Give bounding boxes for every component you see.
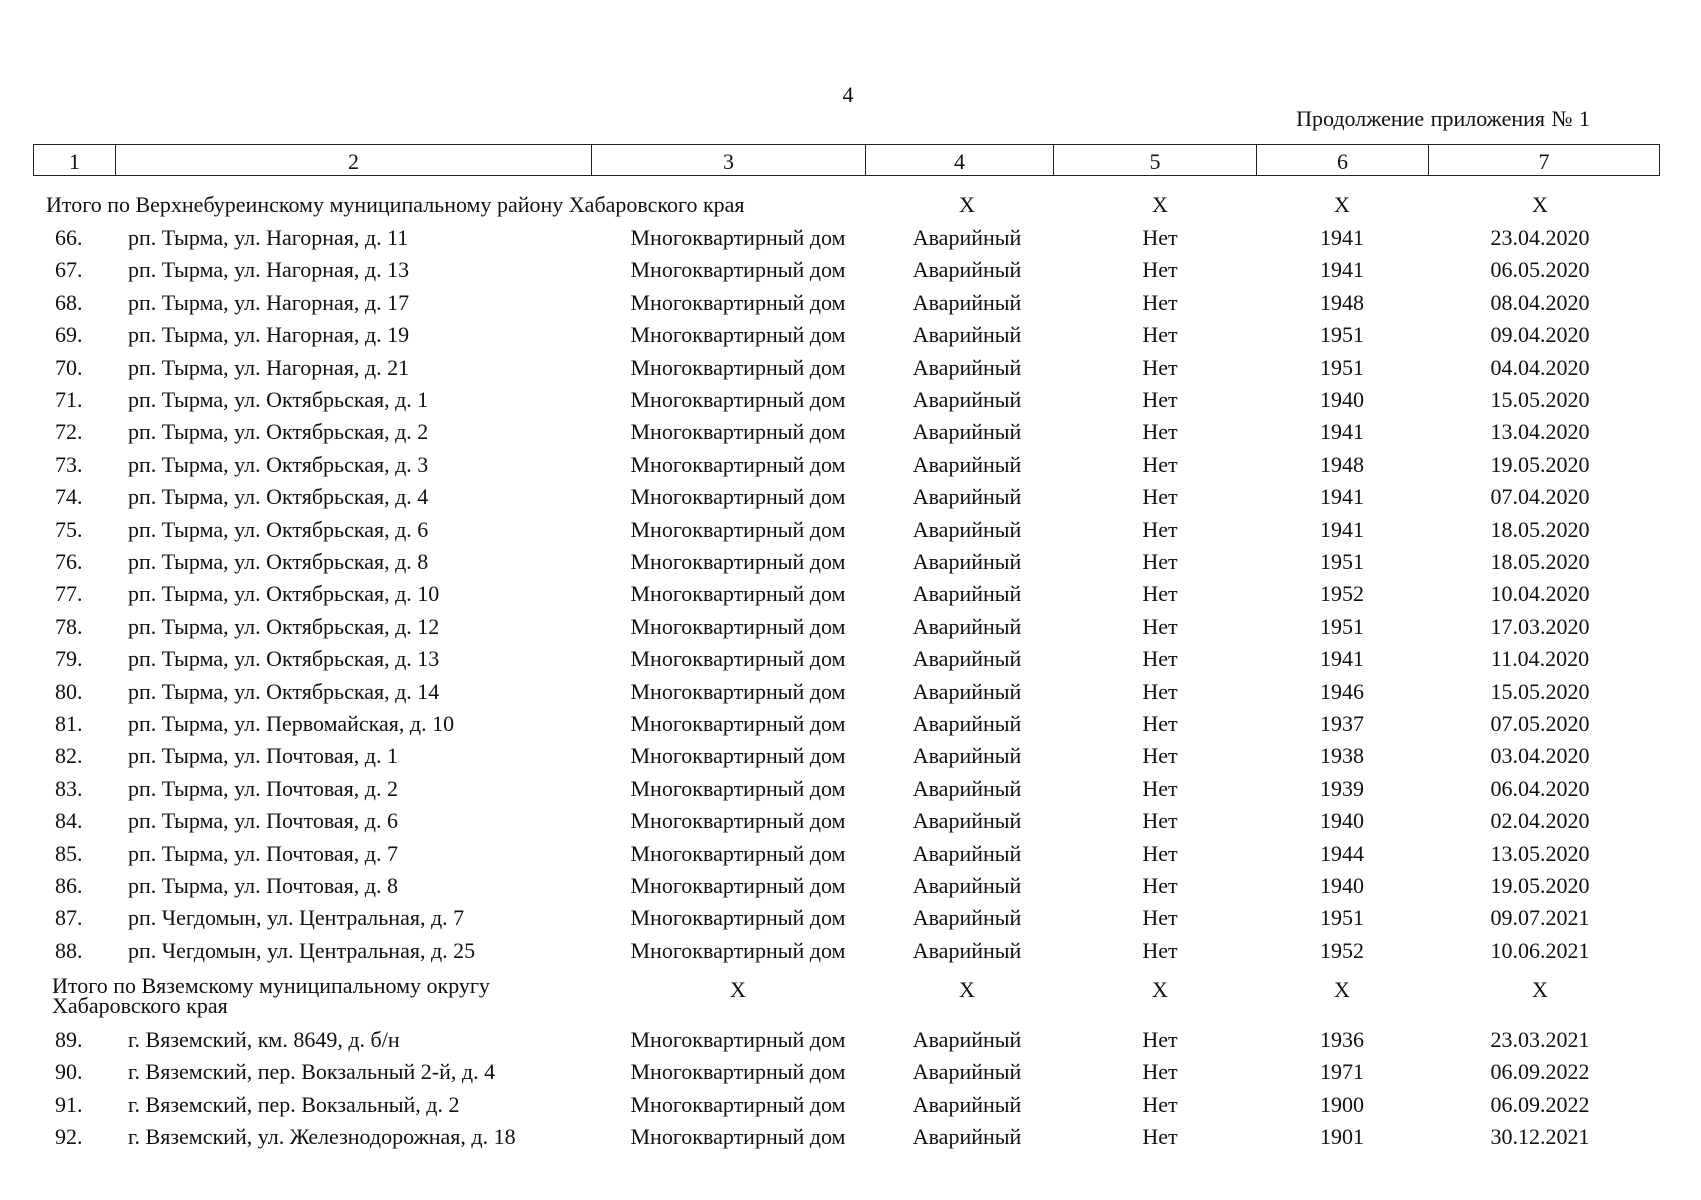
row-address: рп. Тырма, ул. Почтовая, д. 6	[128, 808, 398, 834]
row-date: 13.05.2020	[1490, 840, 1590, 866]
table-row	[0, 645, 1701, 677]
row-date: 07.04.2020	[1490, 484, 1590, 510]
row-flag: Нет	[1142, 1124, 1178, 1150]
row-number: 71.	[55, 387, 83, 412]
row-building-type: Многоквартирный дом	[630, 711, 846, 736]
row-year: 1951	[1320, 613, 1364, 639]
row-address: рп. Тырма, ул. Октябрьская, д. 8	[128, 549, 429, 574]
row-building-type: Многоквартирный дом	[630, 678, 846, 704]
row-number: 80.	[55, 678, 83, 704]
row-condition: Аварийный	[912, 289, 1022, 315]
row-year: 1948	[1320, 289, 1364, 315]
group-total-col6: X	[1334, 192, 1350, 217]
row-year: 1952	[1320, 581, 1364, 607]
row-date: 08.04.2020	[1490, 289, 1590, 315]
row-building-type: Многоквартирный дом	[630, 613, 846, 639]
table-row	[0, 613, 1701, 645]
row-address: рп. Тырма, ул. Октябрьская, д. 2	[128, 419, 429, 445]
row-address: рп. Тырма, ул. Почтовая, д. 7	[128, 840, 398, 866]
row-address: рп. Тырма, ул. Нагорная, д. 19	[128, 322, 410, 348]
row-date: 18.05.2020	[1490, 516, 1590, 542]
group-total-col5: X	[1152, 192, 1168, 217]
row-number: 75.	[55, 516, 83, 542]
row-condition: Аварийный	[912, 581, 1022, 607]
row-condition: Аварийный	[912, 808, 1022, 834]
row-flag: Нет	[1142, 387, 1178, 412]
row-flag: Нет	[1142, 354, 1178, 380]
row-address: рп. Тырма, ул. Нагорная, д. 17	[128, 289, 410, 315]
row-number: 76.	[55, 549, 83, 574]
table-row	[0, 1058, 1701, 1090]
table-row	[0, 354, 1701, 386]
row-condition: Аварийный	[912, 484, 1022, 510]
row-date: 23.04.2020	[1490, 225, 1590, 250]
row-date: 04.04.2020	[1490, 354, 1590, 380]
row-condition: Аварийный	[912, 549, 1022, 574]
table-row	[0, 451, 1701, 483]
row-condition: Аварийный	[912, 937, 1022, 963]
row-condition: Аварийный	[912, 905, 1022, 931]
row-date: 07.05.2020	[1490, 711, 1590, 736]
row-condition: Аварийный	[912, 516, 1022, 542]
row-address: рп. Тырма, ул. Октябрьская, д. 4	[128, 484, 429, 510]
row-number: 66.	[55, 225, 83, 250]
row-building-type: Многоквартирный дом	[630, 322, 846, 348]
row-building-type: Многоквартирный дом	[630, 840, 846, 866]
table-row	[0, 386, 1701, 418]
group-total-col4: X	[959, 192, 975, 217]
row-building-type: Многоквартирный дом	[630, 549, 846, 574]
group-total-row	[0, 973, 1701, 1024]
row-date: 13.04.2020	[1490, 419, 1590, 445]
row-flag: Нет	[1142, 225, 1178, 250]
group-total-col7: X	[1532, 977, 1548, 1002]
row-condition: Аварийный	[912, 1027, 1022, 1052]
row-address: г. Вяземский, пер. Вокзальный, д. 2	[128, 1091, 460, 1117]
row-year: 1901	[1320, 1124, 1364, 1150]
row-year: 1946	[1320, 678, 1364, 704]
row-flag: Нет	[1142, 484, 1178, 510]
row-condition: Аварийный	[912, 387, 1022, 412]
row-flag: Нет	[1142, 646, 1178, 672]
row-date: 23.03.2021	[1490, 1027, 1590, 1052]
row-year: 1951	[1320, 905, 1364, 931]
row-building-type: Многоквартирный дом	[630, 808, 846, 834]
row-year: 1944	[1320, 840, 1364, 866]
row-date: 10.04.2020	[1490, 581, 1590, 607]
row-building-type: Многоквартирный дом	[630, 743, 846, 769]
row-address: г. Вяземский, ул. Железнодорожная, д. 18	[128, 1124, 516, 1150]
row-flag: Нет	[1142, 808, 1178, 834]
row-date: 06.05.2020	[1490, 257, 1590, 283]
row-building-type: Многоквартирный дом	[630, 873, 846, 898]
row-number: 79.	[55, 646, 83, 672]
row-address: рп. Тырма, ул. Почтовая, д. 8	[128, 873, 398, 898]
table-row	[0, 580, 1701, 612]
row-condition: Аварийный	[912, 873, 1022, 898]
row-number: 90.	[55, 1059, 83, 1085]
row-building-type: Многоквартирный дом	[630, 1027, 846, 1052]
row-condition: Аварийный	[912, 613, 1022, 639]
row-year: 1948	[1320, 451, 1364, 477]
appendix-continuation-note: Продолжение приложения № 1	[1296, 106, 1590, 131]
row-year: 1951	[1320, 549, 1364, 574]
row-address: рп. Чегдомын, ул. Центральная, д. 25	[128, 937, 476, 963]
row-date: 19.05.2020	[1490, 873, 1590, 898]
row-date: 15.05.2020	[1490, 387, 1590, 412]
row-address: г. Вяземский, км. 8649, д. б/н	[128, 1027, 400, 1052]
row-flag: Нет	[1142, 1027, 1178, 1052]
row-building-type: Многоквартирный дом	[630, 257, 846, 283]
row-address: рп. Тырма, ул. Почтовая, д. 1	[128, 743, 398, 769]
row-condition: Аварийный	[912, 646, 1022, 672]
row-date: 02.04.2020	[1490, 808, 1590, 834]
row-flag: Нет	[1142, 840, 1178, 866]
table-row	[0, 1091, 1701, 1123]
row-condition: Аварийный	[912, 1091, 1022, 1117]
table-row	[0, 775, 1701, 807]
row-condition: Аварийный	[912, 678, 1022, 704]
header-col-1: 1	[34, 145, 116, 176]
row-year: 1952	[1320, 937, 1364, 963]
row-date: 30.12.2021	[1490, 1124, 1590, 1150]
group-total-col4: X	[959, 977, 975, 1002]
row-condition: Аварийный	[912, 451, 1022, 477]
table-row	[0, 1123, 1701, 1155]
table-row	[0, 937, 1701, 969]
row-date: 06.04.2020	[1490, 775, 1590, 801]
row-building-type: Многоквартирный дом	[630, 1124, 846, 1150]
row-flag: Нет	[1142, 322, 1178, 348]
row-number: 87.	[55, 905, 83, 931]
row-number: 83.	[55, 775, 83, 801]
group-total-col7: X	[1532, 192, 1548, 217]
group-total-col3: X	[730, 977, 746, 1002]
row-number: 91.	[55, 1091, 83, 1117]
header-col-7: 7	[1429, 145, 1660, 176]
row-year: 1941	[1320, 419, 1364, 445]
row-flag: Нет	[1142, 937, 1178, 963]
row-condition: Аварийный	[912, 322, 1022, 348]
header-col-5: 5	[1054, 145, 1257, 176]
row-flag: Нет	[1142, 775, 1178, 801]
row-building-type: Многоквартирный дом	[630, 387, 846, 412]
row-year: 1941	[1320, 257, 1364, 283]
row-date: 19.05.2020	[1490, 451, 1590, 477]
row-year: 1941	[1320, 484, 1364, 510]
row-year: 1939	[1320, 775, 1364, 801]
group-total-col5: X	[1152, 977, 1168, 1002]
table-row	[0, 742, 1701, 774]
row-number: 78.	[55, 613, 83, 639]
row-building-type: Многоквартирный дом	[630, 1059, 846, 1085]
row-number: 86.	[55, 873, 83, 898]
row-flag: Нет	[1142, 613, 1178, 639]
row-condition: Аварийный	[912, 743, 1022, 769]
row-number: 70.	[55, 354, 83, 380]
row-address: рп. Тырма, ул. Нагорная, д. 11	[128, 225, 409, 250]
group-total-label: Итого по Верхнебуреинскому муниципальному району Хабаровского края	[46, 192, 745, 217]
row-year: 1938	[1320, 743, 1364, 769]
row-date: 15.05.2020	[1490, 678, 1590, 704]
row-date: 06.09.2022	[1490, 1059, 1590, 1085]
row-year: 1951	[1320, 322, 1364, 348]
table-row	[0, 224, 1701, 256]
row-date: 18.05.2020	[1490, 549, 1590, 574]
header-col-2: 2	[116, 145, 592, 176]
row-year: 1936	[1320, 1027, 1364, 1052]
row-address: рп. Чегдомын, ул. Центральная, д. 7	[128, 905, 465, 931]
row-year: 1937	[1320, 711, 1364, 736]
row-number: 67.	[55, 257, 83, 283]
row-number: 74.	[55, 484, 83, 510]
row-flag: Нет	[1142, 905, 1178, 931]
row-flag: Нет	[1142, 873, 1178, 898]
row-building-type: Многоквартирный дом	[630, 516, 846, 542]
row-address: рп. Тырма, ул. Октябрьская, д. 13	[128, 646, 440, 672]
row-flag: Нет	[1142, 678, 1178, 704]
row-date: 10.06.2021	[1490, 937, 1590, 963]
row-number: 89.	[55, 1027, 83, 1052]
row-flag: Нет	[1142, 743, 1178, 769]
table-row	[0, 548, 1701, 580]
row-flag: Нет	[1142, 581, 1178, 607]
group-total-row	[0, 191, 1701, 223]
row-flag: Нет	[1142, 451, 1178, 477]
row-date: 11.04.2020	[1490, 646, 1590, 672]
row-number: 84.	[55, 808, 83, 834]
header-col-4: 4	[866, 145, 1054, 176]
table-row	[0, 516, 1701, 548]
header-col-6: 6	[1257, 145, 1429, 176]
table-row	[0, 418, 1701, 450]
row-date: 09.04.2020	[1490, 322, 1590, 348]
row-date: 17.03.2020	[1490, 613, 1590, 639]
page-number: 4	[842, 82, 854, 107]
row-year: 1940	[1320, 808, 1364, 834]
row-address: рп. Тырма, ул. Октябрьская, д. 12	[128, 613, 440, 639]
row-number: 77.	[55, 581, 83, 607]
row-building-type: Многоквартирный дом	[630, 484, 846, 510]
row-condition: Аварийный	[912, 257, 1022, 283]
row-number: 82.	[55, 743, 83, 769]
row-condition: Аварийный	[912, 225, 1022, 250]
row-flag: Нет	[1142, 711, 1178, 736]
row-year: 1940	[1320, 387, 1364, 412]
table-row	[0, 483, 1701, 515]
row-flag: Нет	[1142, 257, 1178, 283]
row-number: 92.	[55, 1124, 83, 1150]
row-building-type: Многоквартирный дом	[630, 225, 846, 250]
row-building-type: Многоквартирный дом	[630, 646, 846, 672]
row-number: 85.	[55, 840, 83, 866]
row-date: 06.09.2022	[1490, 1091, 1590, 1117]
row-flag: Нет	[1142, 1059, 1178, 1085]
group-total-label: Итого по Вяземскому муниципальному округу Хабаровского края	[52, 973, 490, 1018]
row-building-type: Многоквартирный дом	[630, 905, 846, 931]
row-number: 72.	[55, 419, 83, 445]
row-year: 1951	[1320, 354, 1364, 380]
row-address: рп. Тырма, ул. Октябрьская, д. 10	[128, 581, 440, 607]
row-building-type: Многоквартирный дом	[630, 451, 846, 477]
row-year: 1941	[1320, 516, 1364, 542]
row-building-type: Многоквартирный дом	[630, 937, 846, 963]
table-row	[0, 840, 1701, 872]
row-condition: Аварийный	[912, 1124, 1022, 1150]
row-year: 1900	[1320, 1091, 1364, 1117]
table-row	[0, 678, 1701, 710]
table-row	[0, 904, 1701, 936]
table-row	[0, 807, 1701, 839]
row-year: 1940	[1320, 873, 1364, 898]
row-flag: Нет	[1142, 1091, 1178, 1117]
row-building-type: Многоквартирный дом	[630, 419, 846, 445]
row-flag: Нет	[1142, 549, 1178, 574]
header-col-3: 3	[592, 145, 866, 176]
row-address: рп. Тырма, ул. Октябрьская, д. 1	[128, 387, 429, 412]
row-number: 73.	[55, 451, 83, 477]
table-row	[0, 321, 1701, 353]
table-row	[0, 289, 1701, 321]
row-building-type: Многоквартирный дом	[630, 1091, 846, 1117]
row-address: рп. Тырма, ул. Первомайская, д. 10	[128, 711, 455, 736]
row-address: рп. Тырма, ул. Нагорная, д. 21	[128, 354, 410, 380]
row-number: 68.	[55, 289, 83, 315]
row-flag: Нет	[1142, 419, 1178, 445]
row-building-type: Многоквартирный дом	[630, 289, 846, 315]
row-date: 09.07.2021	[1490, 905, 1590, 931]
group-total-col6: X	[1334, 977, 1350, 1002]
row-date: 03.04.2020	[1490, 743, 1590, 769]
row-condition: Аварийный	[912, 419, 1022, 445]
row-address: рп. Тырма, ул. Почтовая, д. 2	[128, 775, 398, 801]
row-building-type: Многоквартирный дом	[630, 581, 846, 607]
row-condition: Аварийный	[912, 711, 1022, 736]
row-address: рп. Тырма, ул. Октябрьская, д. 14	[128, 678, 440, 704]
row-condition: Аварийный	[912, 1059, 1022, 1085]
row-year: 1971	[1320, 1059, 1364, 1085]
row-address: г. Вяземский, пер. Вокзальный 2-й, д. 4	[128, 1059, 496, 1085]
row-flag: Нет	[1142, 516, 1178, 542]
row-building-type: Многоквартирный дом	[630, 354, 846, 380]
row-condition: Аварийный	[912, 840, 1022, 866]
row-number: 69.	[55, 322, 83, 348]
row-condition: Аварийный	[912, 354, 1022, 380]
row-flag: Нет	[1142, 289, 1178, 315]
row-building-type: Многоквартирный дом	[630, 775, 846, 801]
table-row	[0, 710, 1701, 742]
row-year: 1941	[1320, 225, 1364, 250]
row-condition: Аварийный	[912, 775, 1022, 801]
row-number: 81.	[55, 711, 83, 736]
row-address: рп. Тырма, ул. Октябрьская, д. 3	[128, 451, 429, 477]
table-row	[0, 256, 1701, 288]
row-address: рп. Тырма, ул. Октябрьская, д. 6	[128, 516, 429, 542]
table-row	[0, 872, 1701, 904]
table-row	[0, 1026, 1701, 1058]
row-address: рп. Тырма, ул. Нагорная, д. 13	[128, 257, 410, 283]
row-year: 1941	[1320, 646, 1364, 672]
row-number: 88.	[55, 937, 83, 963]
